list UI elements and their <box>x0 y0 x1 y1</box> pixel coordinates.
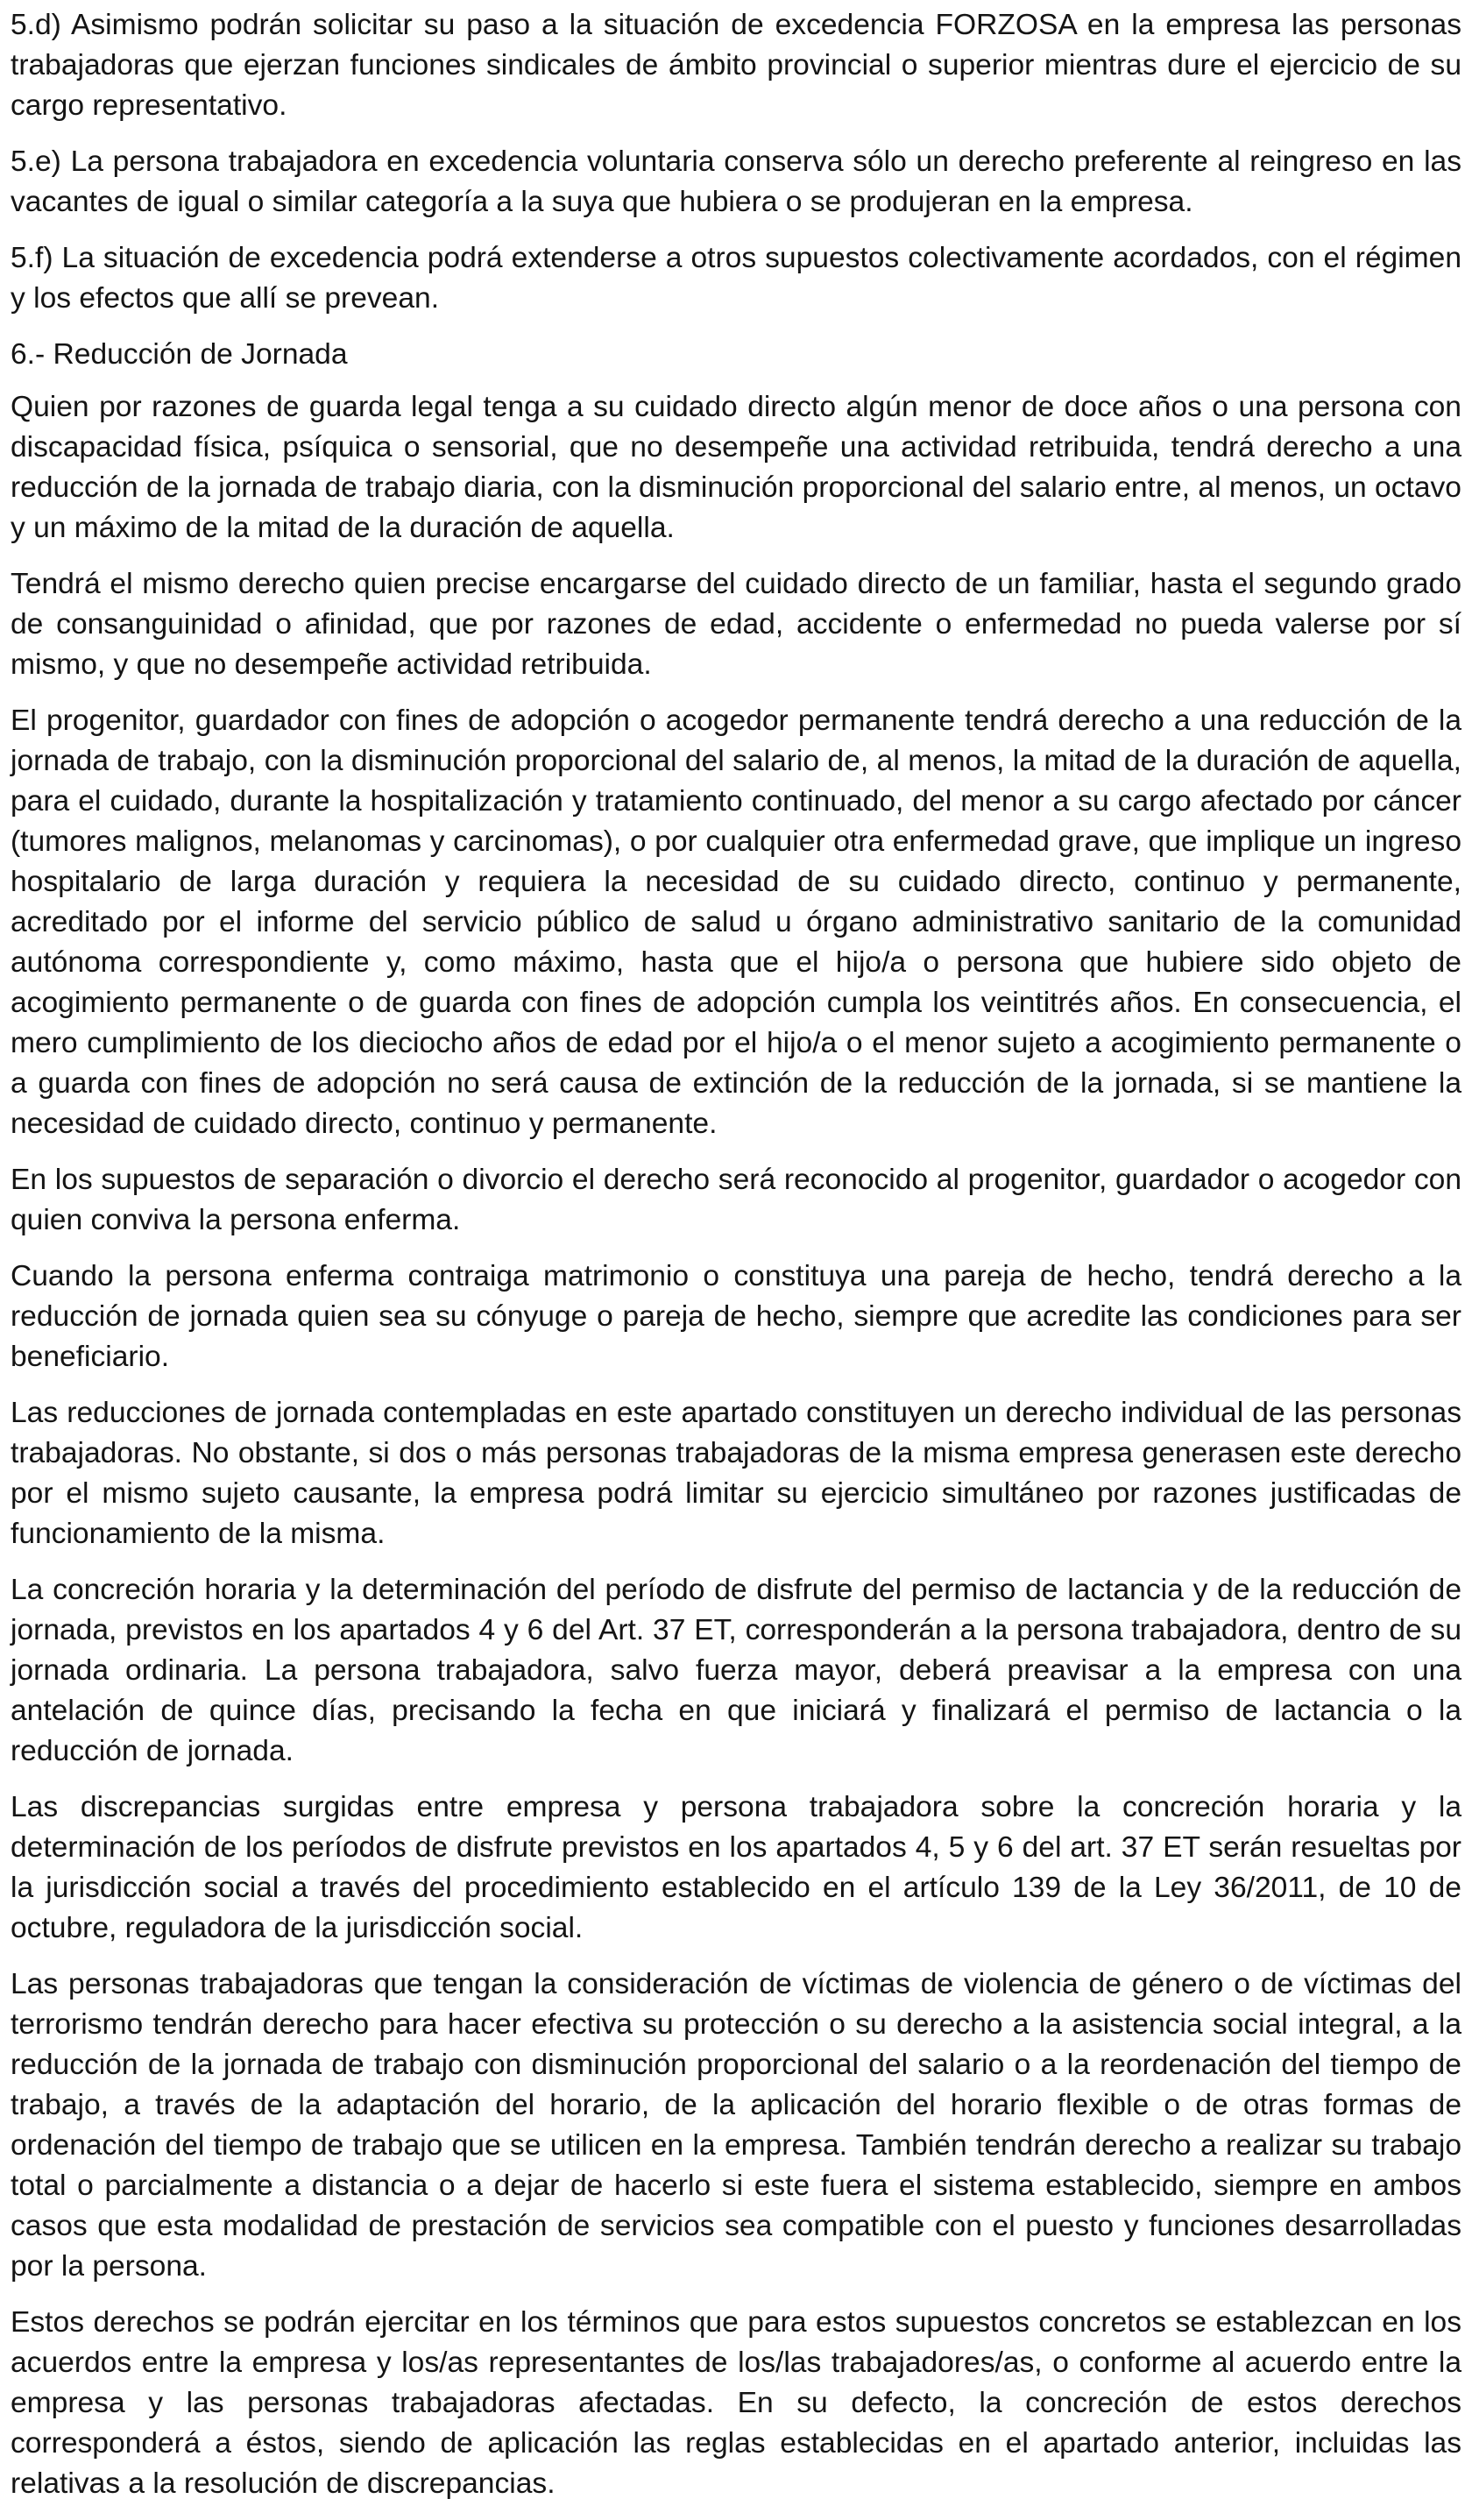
paragraph: La concreción horaria y la determinación del período de disfrute del permiso de lactancia y de la reducción de jornada, previstos en los apartados 4 y 6 del Art. 37 ET, corresponderán a la persona trabajadora, dentro de su jornada ordinaria. La persona trabajadora, salvo fuerza mayor, deberá preavisar a la empresa con una antelación de quince días, precisando la fecha en que iniciará y finalizará el permiso de lactancia o la reducción de jornada. <box>11 1574 1461 1767</box>
section-heading: 6.- Reducción de Jornada <box>11 338 348 371</box>
paragraph: Las personas trabajadoras que tengan la consideración de víctimas de violencia de género o de víctimas del terrorismo tendrán derecho para hacer efectiva su protección o su derecho a la asistencia social integral, a la reducción de la jornada de trabajo con disminución proporcional del salario o a la reordenación del tiempo de trabajo, a través de la adaptación del horario, de la aplicación del horario flexible o de otras formas de ordenación del tiempo de trabajo que se utilicen en la empresa. También tendrán derecho a realizar su trabajo total o parcialmente a distancia o a dejar de hacerlo si este fuera el sistema establecido, siempre en ambos casos que esta modalidad de prestación de servicios sea compatible con el puesto y funciones desarrolladas por la persona. <box>11 1968 1461 2283</box>
document-page <box>11 5 1461 2520</box>
paragraph: En los supuestos de separación o divorcio el derecho será reconocido al progenitor, guardador o acogedor con quien conviva la persona enferma. <box>11 1164 1461 1236</box>
paragraph: Cuando la persona enferma contraiga matrimonio o constituya una pareja de hecho, tendrá derecho a la reducción de jornada quien sea su cónyuge o pareja de hecho, siempre que acredite las condiciones para ser beneficiario. <box>11 1260 1461 1373</box>
paragraph: Las reducciones de jornada contempladas en este apartado constituyen un derecho individual de las personas trabajadoras. No obstante, si dos o más personas trabajadoras de la misma empresa generasen este derecho por el mismo sujeto causante, la empresa podrá limitar su ejercicio simultáneo por razones justificadas de funcionamiento de la misma. <box>11 1397 1461 1550</box>
paragraph-5e: 5.e) La persona trabajadora en excedencia voluntaria conserva sólo un derecho preferente al reingreso en las vacantes de igual o similar categoría a la suya que hubiera o se produjeran en la empresa. <box>11 145 1461 218</box>
paragraph: Quien por razones de guarda legal tenga a su cuidado directo algún menor de doce años o una persona con discapacidad física, psíquica o sensorial, que no desempeñe una actividad retribuida, tendrá derecho a una reducción de la jornada de trabajo diaria, con la disminución proporcional del salario entre, al menos, un octavo y un máximo de la mitad de la duración de aquella. <box>11 391 1461 544</box>
paragraph: Estos derechos se podrán ejercitar en los términos que para estos supuestos concretos se establezcan en los acuerdos entre la empresa y los/as representantes de los/las trabajadores/as, o conforme al acuerdo entre la empresa y las personas trabajadoras afectadas. En su defecto, la concreción de estos derechos corresponderá a éstos, siendo de aplicación las reglas establecidas en el apartado anterior, incluidas las relativas a la resolución de discrepancias. <box>11 2306 1461 2500</box>
paragraph-5f: 5.f) La situación de excedencia podrá extenderse a otros supuestos colectivamente acordados, con el régimen y los efectos que allí se prevean. <box>11 242 1461 315</box>
paragraph: El progenitor, guardador con fines de adopción o acogedor permanente tendrá derecho a una reducción de la jornada de trabajo, con la disminución proporcional del salario de, al menos, la mitad de la duración de aquella, para el cuidado, durante la hospitalización y tratamiento continuado, del menor a su cargo afectado por cáncer (tumores malignos, melanomas y carcinomas), o por cualquier otra enfermedad grave, que implique un ingreso hospitalario de larga duración y requiera la necesidad de su cuidado directo, continuo y permanente, acreditado por el informe del servicio público de salud u órgano administrativo sanitario de la comunidad autónoma correspondiente y, como máximo, hasta que el hijo/a o persona que hubiere sido objeto de acogimiento permanente o de guarda con fines de adopción cumpla los veintitrés años. En consecuencia, el mero cumplimiento de los dieciocho años de edad por el hijo/a o el menor sujeto a acogimiento permanente o a guarda con fines de adopción no será causa de extinción de la reducción de la jornada, si se mantiene la necesidad de cuidado directo, continuo y permanente. <box>11 704 1461 1140</box>
paragraph-5d: 5.d) Asimismo podrán solicitar su paso a la situación de excedencia FORZOSA en la empresa las personas trabajadoras que ejerzan funciones sindicales de ámbito provincial o superior mientras dure el ejercicio de su cargo representativo. <box>11 9 1461 122</box>
paragraph: Las discrepancias surgidas entre empresa y persona trabajadora sobre la concreción horaria y la determinación de los períodos de disfrute previstos en los apartados 4, 5 y 6 del art. 37 ET serán resueltas por la jurisdicción social a través del procedimiento establecido en el artículo 139 de la Ley 36/2011, de 10 de octubre, reguladora de la jurisdicción social. <box>11 1791 1461 1944</box>
paragraph: Tendrá el mismo derecho quien precise encargarse del cuidado directo de un familiar, hasta el segundo grado de consanguinidad o afinidad, que por razones de edad, accidente o enfermedad no pueda valerse por sí mismo, y que no desempeñe actividad retribuida. <box>11 568 1461 681</box>
